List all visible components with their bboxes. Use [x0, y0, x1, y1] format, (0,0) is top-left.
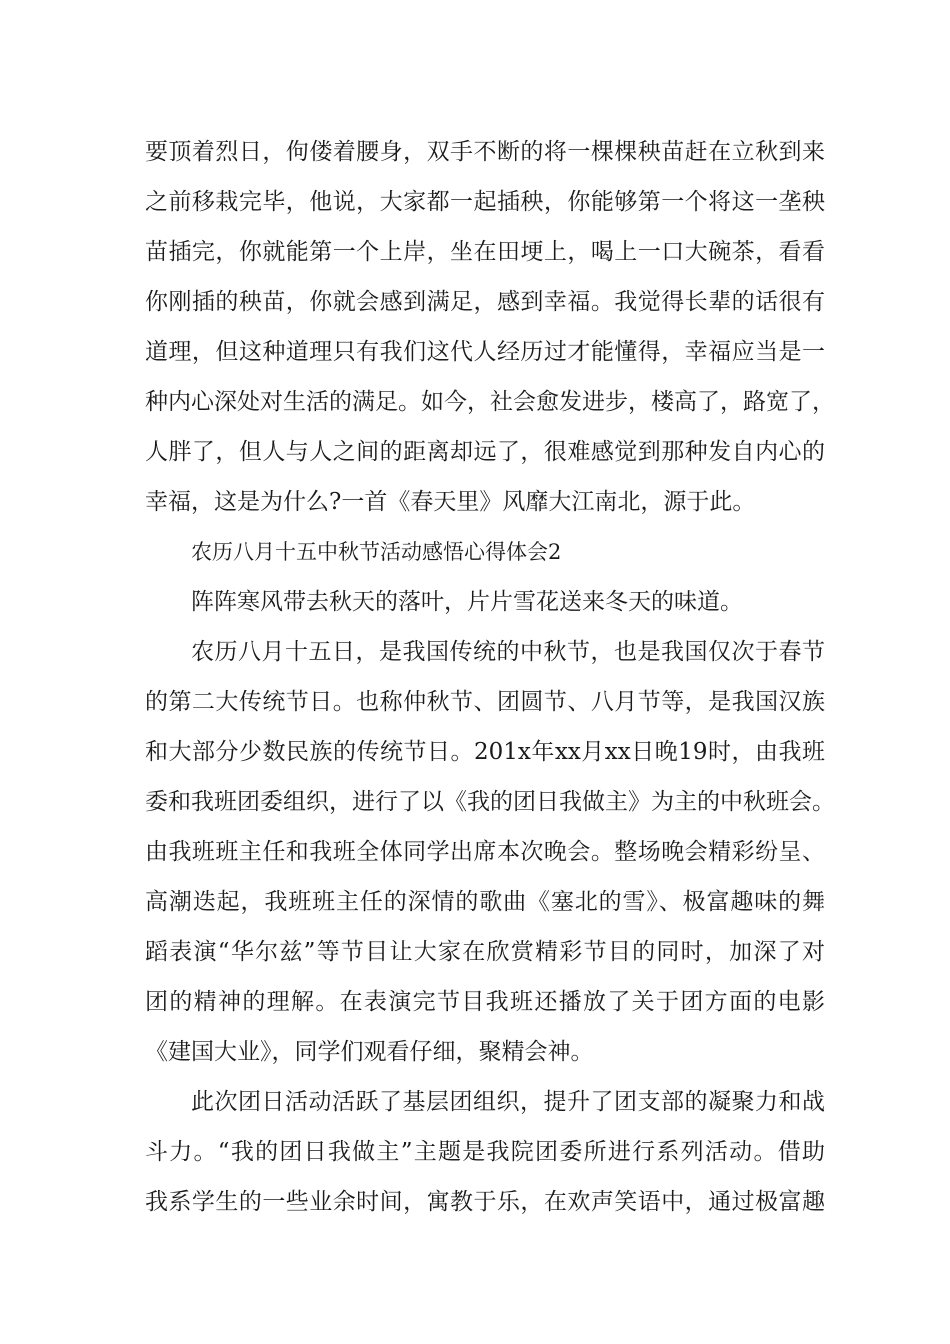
text-line: 阵阵寒风带去秋天的落叶，片片雪花送来冬天的味道。: [191, 589, 743, 615]
text-line: 由我班班主任和我班全体同学出席本次晚会。整场晚会精彩纷呈、: [145, 839, 825, 865]
paragraph-4: [145, 1077, 825, 1227]
text-line: 农历八月十五日，是我国传统的中秋节，也是我国仅次于春节: [191, 639, 825, 665]
text-line: 和大部分少数民族的传统节日。201x年xx月xx日晚19时，由我班: [145, 739, 825, 765]
paragraph-1: [145, 127, 835, 527]
text-line: 委和我班团委组织，进行了以《我的团日我做主》为主的中秋班会。: [145, 789, 835, 815]
text-line: 斗力。“我的团日我做主”主题是我院团委所进行系列活动。借助: [145, 1139, 825, 1165]
text-line: 《建国大业》，同学们观看仔细，聚精会神。: [145, 1039, 594, 1065]
text-line: 蹈表演“华尔兹”等节目让大家在欣赏精彩节目的同时，加深了对: [145, 939, 825, 965]
text-line: 的第二大传统节日。也称仲秋节、团圆节、八月节等，是我国汉族: [145, 689, 825, 715]
text-line: 团的精神的理解。在表演完节目我班还播放了关于团方面的电影: [145, 989, 825, 1015]
text-line: 幸福，这是为什么?一首《春天里》风靡大江南北，源于此。: [145, 489, 756, 515]
section-heading: 农历八月十五中秋节活动感悟心得体会2: [191, 540, 562, 564]
text-line: 种内心深处对生活的满足。如今，社会愈发进步，楼高了，路宽了，: [145, 389, 835, 415]
text-line: 要顶着烈日，佝偻着腰身，双手不断的将一棵棵秧苗赶在立秋到来: [145, 139, 825, 165]
paragraph-3: [145, 627, 835, 1077]
text-line: 苗插完，你就能第一个上岸，坐在田埂上，喝上一口大碗茶，看看: [145, 239, 825, 265]
document-body: [145, 127, 835, 1227]
text-line: 人胖了，但人与人之间的距离却远了，很难感觉到那种发自内心的: [145, 439, 825, 465]
text-line: 此次团日活动活跃了基层团组织，提升了团支部的凝聚力和战: [191, 1089, 825, 1115]
text-line: 我系学生的一些业余时间，寓教于乐，在欢声笑语中，通过极富趣: [145, 1189, 825, 1215]
text-line: 高潮迭起，我班班主任的深情的歌曲《塞北的雪》、极富趣味的舞: [145, 889, 825, 915]
paragraph-2: [145, 577, 825, 627]
text-line: 道理，但这种道理只有我们这代人经历过才能懂得，幸福应当是一: [145, 339, 825, 365]
text-line: 之前移栽完毕，他说，大家都一起插秧，你能够第一个将这一垄秧: [145, 189, 825, 215]
text-line: 你刚插的秧苗，你就会感到满足，感到幸福。我觉得长辈的话很有: [145, 289, 825, 315]
